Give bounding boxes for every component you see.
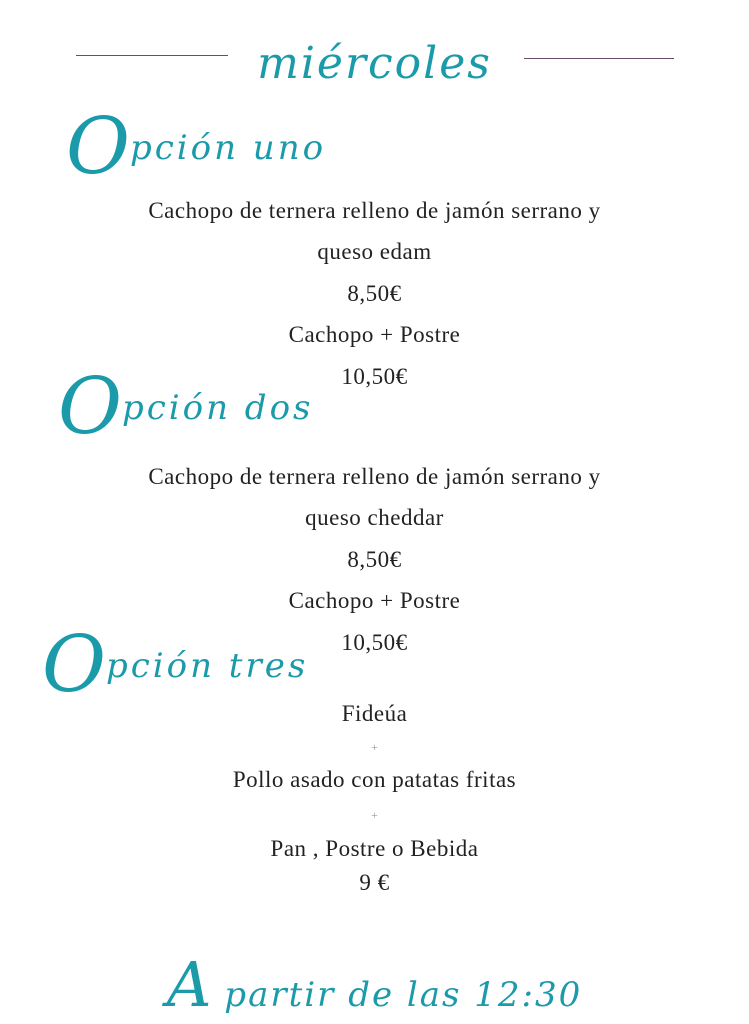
option-three-plus2: + (371, 808, 378, 822)
option-three-plus1: + (371, 740, 378, 754)
option-two-description-line1: Cachopo de ternera relleno de jamón serrano y (148, 464, 601, 489)
page-title: miércoles (257, 38, 492, 89)
option-three-item3: Pan , Postre o Bebida (270, 836, 479, 861)
option-one-heading (66, 102, 327, 192)
option-two-combo-price: 10,50€ (341, 630, 408, 655)
footer-start-time (0, 948, 749, 1021)
option-two-price: 8,50€ (347, 547, 402, 572)
footer-cap: A (166, 948, 212, 1021)
option-one-price: 8,50€ (347, 281, 402, 306)
option-one-combo: Cachopo + Postre (288, 322, 461, 347)
header-rule-right (524, 58, 674, 59)
option-one-heading-cap: O (66, 102, 130, 192)
option-two-heading-rest: pción dos (121, 388, 314, 428)
option-three-item2: Pollo asado con patatas fritas (232, 767, 517, 792)
option-two-description-line2: queso cheddar (305, 505, 444, 530)
option-one-heading-rest: pción uno (129, 128, 327, 168)
option-three-heading (42, 620, 309, 710)
footer-rest: partir de las 12:30 (211, 975, 583, 1015)
option-three-heading-rest: pción tres (105, 646, 309, 686)
option-one-description-line2: queso edam (317, 239, 432, 264)
option-three-price: 9 € (359, 870, 390, 895)
option-three-item1: Fideúa (341, 701, 408, 726)
option-one-description-line1: Cachopo de ternera relleno de jamón serrano y (148, 198, 601, 223)
option-one-combo-price: 10,50€ (341, 364, 408, 389)
option-two-combo: Cachopo + Postre (288, 588, 461, 613)
option-two-heading (58, 362, 314, 452)
option-three-heading-cap: O (42, 620, 106, 710)
option-two-heading-cap: O (58, 362, 122, 452)
